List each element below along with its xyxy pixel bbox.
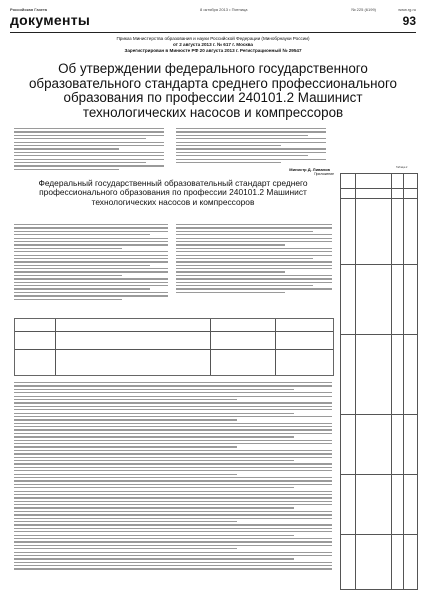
table-2 [340,173,418,590]
page-number: 93 [402,14,416,28]
signature: Министр Д. Ливанов [289,167,330,172]
document-headline: Об утверждении федерального государственного образовательного стандарта среднего профессионального образования по профессии 240101.2 Машинист технологических насосов и компрессоров [28,61,398,120]
body-lower [14,382,332,572]
order-registration: Зарегистрирован в Минюсте РФ 20 августа 2013 г. Регистрационный № 29547 [124,48,302,53]
body-column-left [14,224,168,302]
table-caption: Таблица 2 [396,166,408,169]
order-header [0,36,426,54]
order-date-number: от 2 августа 2013 г. № 617 г. Москва [172,42,253,47]
order-issuer: Приказ Министерства образования и науки Российской Федерации (Минобрнауки России) [116,36,310,41]
standard-title: Федеральный государственный образовательный стандарт среднего профессионального образования по профессии 240101.2 Машинист технологических насосов и компрессоров [38,178,308,207]
header-rule [10,32,416,33]
site-url: www.rg.ru [398,7,416,12]
newspaper-name: Российская Газета [10,7,48,12]
section-title: документы [10,12,91,28]
issue-number: № 225 (6199) [351,7,376,12]
appendix-label: Приложение [314,172,334,176]
preamble-text [14,128,164,172]
table-1 [14,318,334,376]
body-column-right [176,224,332,295]
preamble-text-2 [176,128,326,165]
issue-date: 8 октября 2013 • Пятница [200,7,248,12]
